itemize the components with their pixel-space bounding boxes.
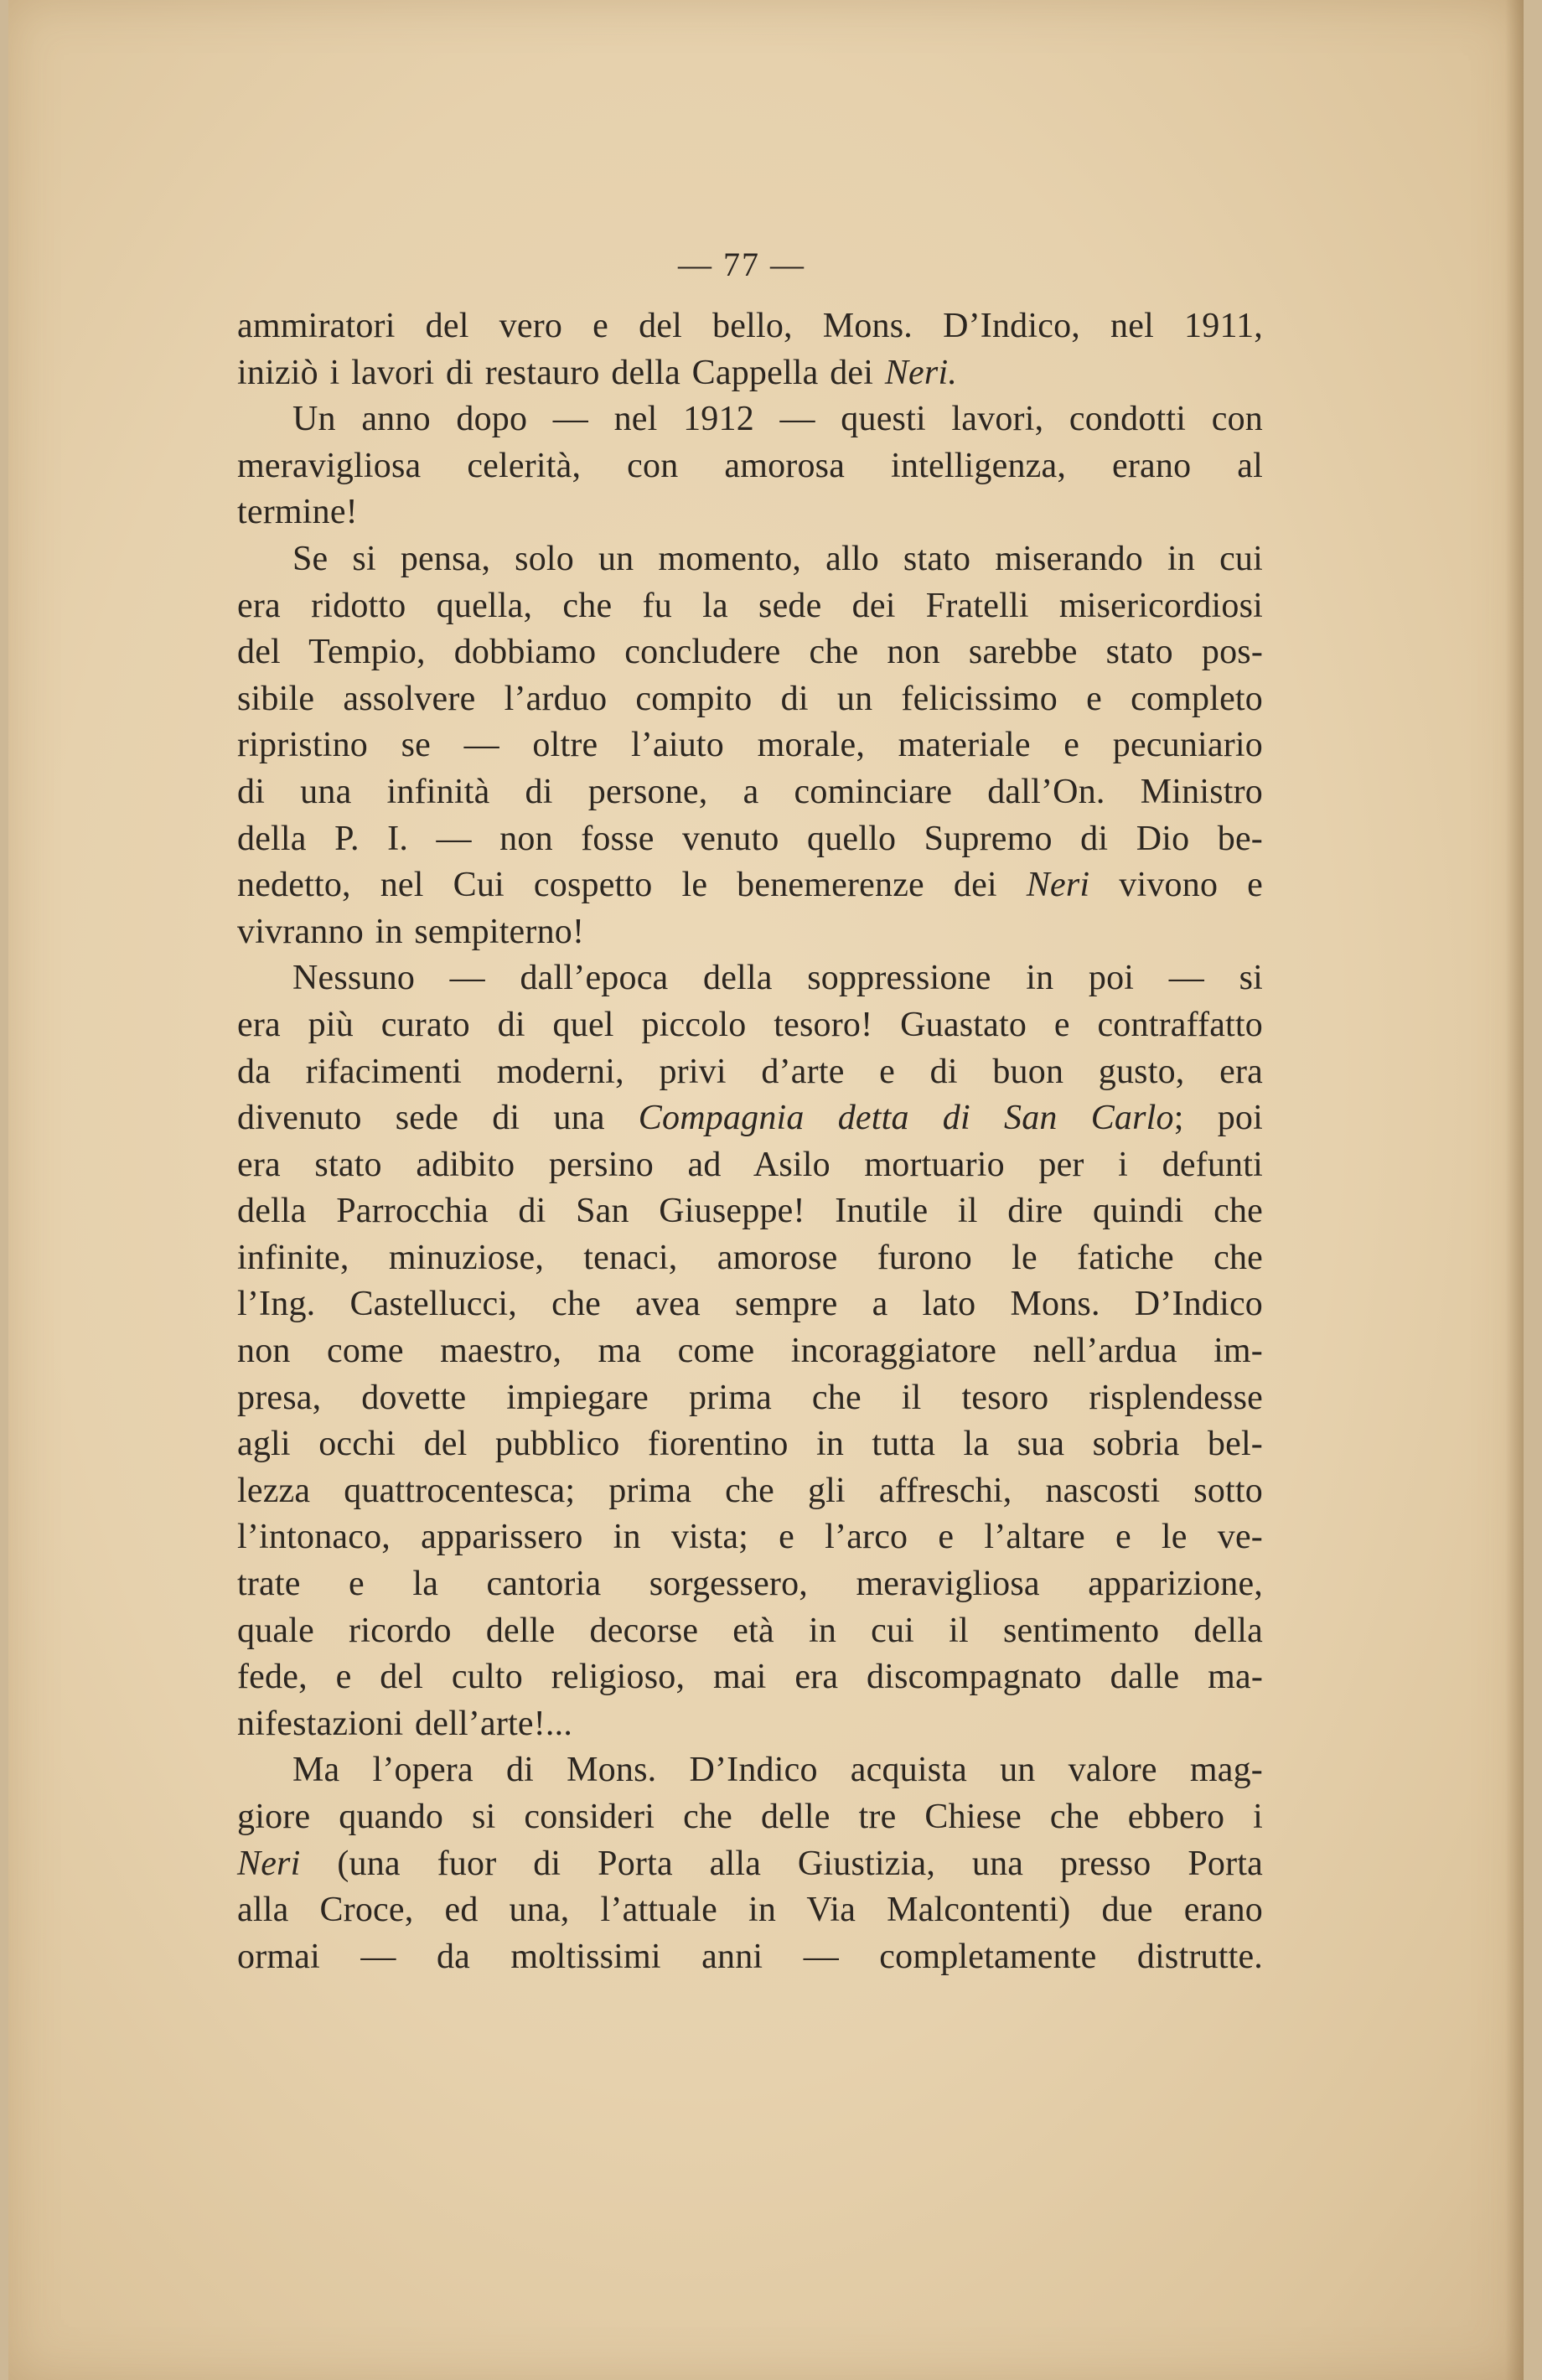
text-line: nedetto, nel Cui cospetto le benemerenze dei Neri vivono e [237, 866, 1263, 905]
text-line: trate e la cantoria sorgessero, meravigliosa apparizione, [237, 1565, 1263, 1604]
italic-phrase: Neri [1026, 866, 1090, 905]
text-line: infinite, minuziose, tenaci, amorose furono le fatiche che [237, 1238, 1263, 1277]
text-line: ripristino se — oltre l’aiuto morale, materiale e pecuniario [237, 726, 1263, 765]
text-line: termine! [237, 493, 358, 532]
text-line: Neri (una fuor di Porta alla Giustizia, una presso Porta [237, 1844, 1263, 1883]
italic-phrase: Neri [237, 1844, 301, 1883]
text-line: fede, e del culto religioso, mai era discompagnato dalle ma- [237, 1658, 1263, 1697]
text-line: da rifacimenti moderni, privi d’arte e di buon gusto, era [237, 1052, 1263, 1091]
text-line: alla Croce, ed una, l’attuale in Via Malcontenti) due erano [237, 1891, 1263, 1930]
text-line: l’Ing. Castellucci, che avea sempre a lato Mons. D’Indico [237, 1285, 1263, 1324]
page-edge-shadow [1505, 0, 1524, 2380]
text-line: Ma l’opera di Mons. D’Indico acquista un valore mag- [292, 1751, 1263, 1790]
text-line: ormai — da moltissimi anni — completamente distrutte. [237, 1937, 1263, 1976]
text-line [237, 350, 1263, 397]
text-line: Un anno dopo — nel 1912 — questi lavori, condotti con [292, 400, 1263, 439]
text-line: ammiratori del vero e del bello, Mons. D’Indico, nel 1911, [237, 307, 1263, 345]
text-line: divenuto sede di una Compagnia detta di San Carlo; poi [237, 1099, 1263, 1138]
text-line: Nessuno — dall’epoca della soppressione in poi — si [292, 959, 1263, 998]
text-line: della P. I. — non fosse venuto quello Supremo di Dio be- [237, 819, 1263, 858]
text-line: sibile assolvere l’arduo compito di un felicissimo e completo [237, 679, 1263, 718]
page-number: — 77 — [678, 246, 805, 283]
text-line: era più curato di quel piccolo tesoro! Guastato e contraffatto [237, 1005, 1263, 1044]
text-line: non come maestro, ma come incoraggiatore nell’ardua im- [237, 1332, 1263, 1371]
text-line: era stato adibito persino ad Asilo mortuario per i defunti [237, 1145, 1263, 1184]
text-line: di una infinità di persone, a cominciare dall’On. Ministro [237, 772, 1263, 811]
text-line-italic: Neri. [884, 353, 958, 392]
italic-phrase: Compagnia detta di San Carlo [638, 1099, 1174, 1138]
text-line: agli occhi del pubblico fiorentino in tutta la sua sobria bel- [237, 1425, 1263, 1464]
text-line: lezza quattrocentesca; prima che gli affreschi, nascosti sotto [237, 1471, 1263, 1510]
text-line: quale ricordo delle decorse età in cui il sentimento della [237, 1611, 1263, 1650]
text-line: vivranno in sempiterno! [237, 912, 585, 951]
text-line: l’intonaco, apparissero in vista; e l’arco e l’altare e le ve- [237, 1518, 1263, 1557]
text-line: presa, dovette impiegare prima che il tesoro risplendesse [237, 1378, 1263, 1417]
text-line: della Parrocchia di San Giuseppe! Inutile il dire quindi che [237, 1192, 1263, 1231]
text-line: Se si pensa, solo un momento, allo stato miserando in cui [292, 539, 1263, 578]
text-line: era ridotto quella, che fu la sede dei Fratelli misericordiosi [237, 586, 1263, 625]
text-line: nifestazioni dell’arte!... [237, 1704, 573, 1743]
text-line: giore quando si consideri che delle tre Chiese che ebbero i [237, 1798, 1263, 1836]
text-line: del Tempio, dobbiamo concludere che non sarebbe stato pos- [237, 633, 1263, 672]
body-text [237, 303, 1263, 1980]
book-page [8, 0, 1524, 2380]
text-line: meravigliosa celerità, con amorosa intelligenza, erano al [237, 446, 1263, 485]
text-line-head: iniziò i lavori di restauro della Cappella dei [237, 353, 885, 392]
